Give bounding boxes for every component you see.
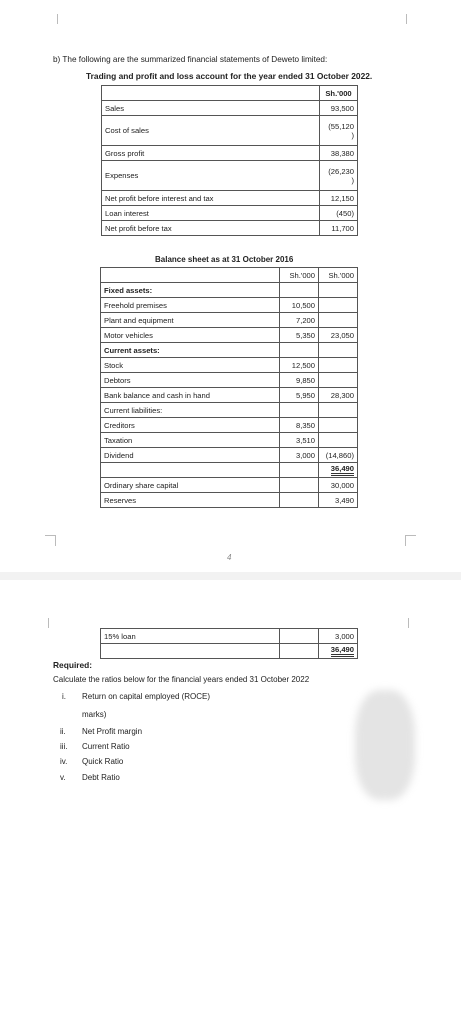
page-number: 4 xyxy=(227,553,232,562)
table-row: Current liabilities: xyxy=(101,403,358,418)
required-title: Required: xyxy=(53,660,93,670)
crop-mark xyxy=(45,535,56,546)
table-row: Motor vehicles 5,350 23,050 xyxy=(101,328,358,343)
pl-header: Sh.'000 xyxy=(320,86,358,101)
table-row: Net profit before interest and tax 12,150 xyxy=(102,191,358,206)
table-row: Taxation 3,510 xyxy=(101,433,358,448)
crop-mark xyxy=(405,535,416,546)
crop-mark xyxy=(406,14,417,24)
redaction-smudge xyxy=(355,690,415,800)
table-row: Bank balance and cash in hand 5,950 28,300 xyxy=(101,388,358,403)
table-row: Sales 93,500 xyxy=(102,101,358,116)
table-row: Reserves 3,490 xyxy=(101,493,358,508)
table-row: Expenses (26,230 ) xyxy=(102,161,358,191)
pl-table xyxy=(101,85,358,236)
bs-title: Balance sheet as at 31 October 2016 xyxy=(155,255,294,264)
table-row: Loan interest (450) xyxy=(102,206,358,221)
table-row: Current assets: xyxy=(101,343,358,358)
balance-sheet-continued xyxy=(100,628,358,659)
table-row: Dividend 3,000 (14,860) xyxy=(101,448,358,463)
crop-mark xyxy=(47,14,58,24)
table-row: Gross profit 38,380 xyxy=(102,146,358,161)
balance-sheet-table: Sh.'000 Sh.'000 Fixed assets: Freehold premises 10,500 Plant and equipment 7,200 Motor vehicles 5,350 23,050 Current assets: Stock 12,500 Debtors 9,850 Bank balance and cash in hand 5,950 28,300 Current liabilities: Creditors 8,350 Taxation 3,510 Dividend 3,000 (14,860) 36,490 Ordinary share capital 30,000 Reserves 3,490 xyxy=(100,267,358,508)
table-row: Net profit before tax 11,700 xyxy=(102,221,358,236)
crop-mark xyxy=(38,618,49,628)
table-row: 36,490 xyxy=(101,644,358,659)
table-row: Ordinary share capital 30,000 xyxy=(101,478,358,493)
table-row: Debtors 9,850 xyxy=(101,373,358,388)
question-intro: b) The following are the summarized financial statements of Deweto limited: xyxy=(53,55,328,64)
table-row: Fixed assets: xyxy=(101,283,358,298)
table-row: Plant and equipment 7,200 xyxy=(101,313,358,328)
table-row: Freehold premises 10,500 xyxy=(101,298,358,313)
table-row: Cost of sales (55,120 ) xyxy=(102,116,358,146)
crop-mark xyxy=(408,618,419,628)
table-row: 15% loan 3,000 xyxy=(101,629,358,644)
pl-title: Trading and profit and loss account for the year ended 31 October 2022. xyxy=(86,71,373,81)
required-text: Calculate the ratios below for the financial years ended 31 October 2022 xyxy=(53,675,310,684)
table-row: 36,490 xyxy=(101,463,358,478)
table-row: Creditors 8,350 xyxy=(101,418,358,433)
table-row: Stock 12,500 xyxy=(101,358,358,373)
